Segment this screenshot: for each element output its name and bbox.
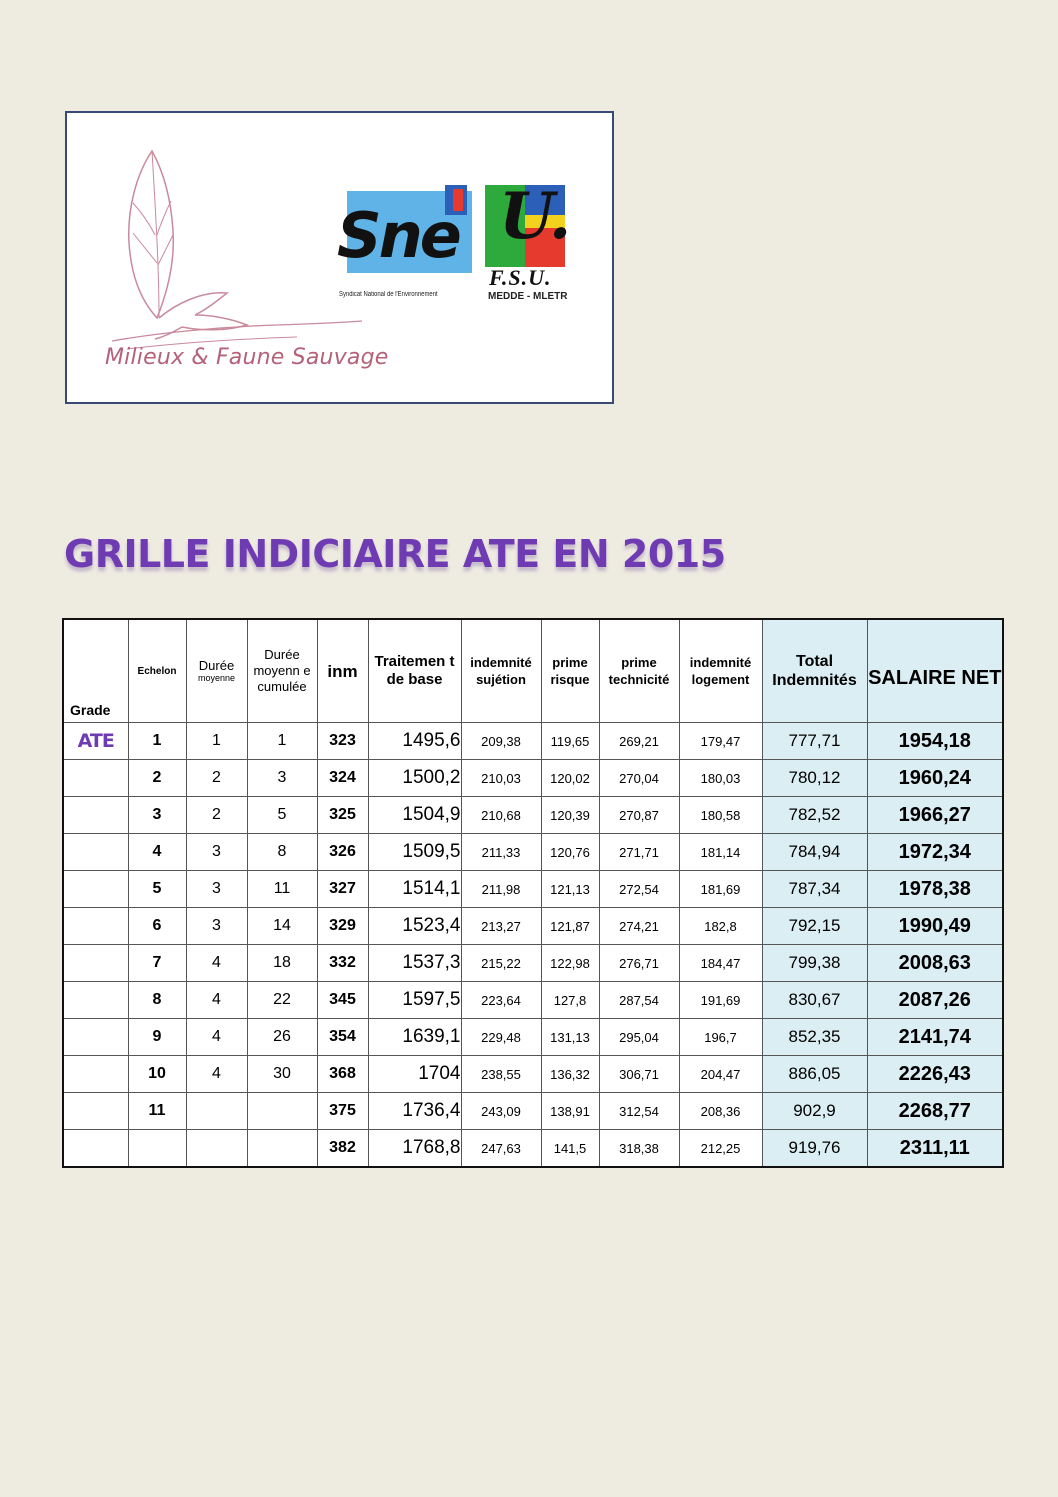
cell-ind-sujetion: 210,03 — [461, 760, 541, 797]
cell-prime-technicite: 274,21 — [599, 908, 679, 945]
cell-grade — [63, 908, 128, 945]
cell-prime-risque: 120,02 — [541, 760, 599, 797]
table-row — [63, 871, 1003, 908]
cell-duree — [186, 1093, 247, 1130]
cell-grade — [63, 797, 128, 834]
cell-ind-sujetion: 229,48 — [461, 1019, 541, 1056]
header-prime-risque: prime risque — [541, 619, 599, 723]
cell-ind-sujetion: 223,64 — [461, 982, 541, 1019]
cell-echelon: 9 — [128, 1019, 186, 1056]
cell-total: 919,76 — [762, 1130, 867, 1168]
cell-echelon — [128, 1130, 186, 1168]
cell-prime-technicite: 270,87 — [599, 797, 679, 834]
cell-prime-risque: 122,98 — [541, 945, 599, 982]
cell-total: 792,15 — [762, 908, 867, 945]
cell-prime-risque: 138,91 — [541, 1093, 599, 1130]
cell-traitement: 1768,8 — [368, 1130, 461, 1168]
cell-ind-logement: 180,58 — [679, 797, 762, 834]
cell-echelon: 5 — [128, 871, 186, 908]
cell-grade — [63, 1130, 128, 1168]
cell-salaire-net: 2087,26 — [867, 982, 1003, 1019]
cell-traitement: 1537,3 — [368, 945, 461, 982]
cell-duree-cumulee: 8 — [247, 834, 317, 871]
cell-prime-technicite: 295,04 — [599, 1019, 679, 1056]
table-row — [63, 1019, 1003, 1056]
cell-grade — [63, 982, 128, 1019]
header-duree-label: Durée — [198, 657, 235, 673]
cell-duree: 3 — [186, 834, 247, 871]
cell-inm: 326 — [317, 834, 368, 871]
table-row — [63, 723, 1003, 760]
cell-ind-logement: 208,36 — [679, 1093, 762, 1130]
cell-echelon: 4 — [128, 834, 186, 871]
cell-traitement: 1495,6 — [368, 723, 461, 760]
cell-prime-risque: 121,13 — [541, 871, 599, 908]
cell-grade — [63, 834, 128, 871]
cell-duree: 4 — [186, 945, 247, 982]
cell-ind-sujetion: 215,22 — [461, 945, 541, 982]
cell-traitement: 1514,1 — [368, 871, 461, 908]
cell-duree: 3 — [186, 908, 247, 945]
cell-salaire-net: 1954,18 — [867, 723, 1003, 760]
logo-box — [65, 111, 614, 404]
cell-inm: 323 — [317, 723, 368, 760]
cell-ind-sujetion: 247,63 — [461, 1130, 541, 1168]
cell-ind-logement: 179,47 — [679, 723, 762, 760]
header-salaire-net: SALAIRE NET — [867, 619, 1003, 723]
cell-salaire-net: 1990,49 — [867, 908, 1003, 945]
header-inm: inm — [317, 619, 368, 723]
cell-salaire-net: 1972,34 — [867, 834, 1003, 871]
cell-ind-sujetion: 211,33 — [461, 834, 541, 871]
cell-duree: 1 — [186, 723, 247, 760]
cell-prime-technicite: 271,71 — [599, 834, 679, 871]
cell-traitement: 1704 — [368, 1056, 461, 1093]
cell-salaire-net: 1978,38 — [867, 871, 1003, 908]
cell-duree-cumulee: 1 — [247, 723, 317, 760]
table-row — [63, 1130, 1003, 1168]
cell-prime-technicite: 306,71 — [599, 1056, 679, 1093]
cell-ind-logement: 182,8 — [679, 908, 762, 945]
cell-total: 799,38 — [762, 945, 867, 982]
cell-total: 784,94 — [762, 834, 867, 871]
cell-echelon: 6 — [128, 908, 186, 945]
table-row — [63, 1093, 1003, 1130]
table-row — [63, 982, 1003, 1019]
cell-ind-logement: 191,69 — [679, 982, 762, 1019]
cell-echelon: 1 — [128, 723, 186, 760]
cell-inm: 345 — [317, 982, 368, 1019]
cell-total: 787,34 — [762, 871, 867, 908]
cell-duree-cumulee: 11 — [247, 871, 317, 908]
cell-prime-risque: 119,65 — [541, 723, 599, 760]
table-row — [63, 945, 1003, 982]
cell-grade — [63, 760, 128, 797]
cell-prime-technicite: 287,54 — [599, 982, 679, 1019]
cell-inm: 354 — [317, 1019, 368, 1056]
cell-salaire-net: 2268,77 — [867, 1093, 1003, 1130]
cell-traitement: 1500,2 — [368, 760, 461, 797]
cell-prime-risque: 136,32 — [541, 1056, 599, 1093]
page-title: GRILLE INDICIAIRE ATE EN 2015 — [64, 532, 726, 576]
cell-prime-risque: 121,87 — [541, 908, 599, 945]
cell-prime-risque: 120,39 — [541, 797, 599, 834]
cell-duree: 4 — [186, 1019, 247, 1056]
sne-tagline: Syndicat National de l'Environnement — [339, 291, 438, 298]
header-duree-sub: moyenne — [197, 672, 236, 683]
cell-duree-cumulee — [247, 1130, 317, 1168]
cell-ind-sujetion: 213,27 — [461, 908, 541, 945]
cell-prime-technicite: 312,54 — [599, 1093, 679, 1130]
cell-ind-logement: 180,03 — [679, 760, 762, 797]
cell-prime-technicite: 276,71 — [599, 945, 679, 982]
u-logo-text: U. — [499, 179, 572, 254]
cell-ind-logement: 181,69 — [679, 871, 762, 908]
cell-total: 852,35 — [762, 1019, 867, 1056]
fsu-text: F.S.U. — [489, 265, 552, 290]
cell-ind-sujetion: 209,38 — [461, 723, 541, 760]
cell-ind-sujetion: 210,68 — [461, 797, 541, 834]
cell-prime-risque: 127,8 — [541, 982, 599, 1019]
cell-grade — [63, 1056, 128, 1093]
cell-duree: 2 — [186, 797, 247, 834]
cell-inm: 327 — [317, 871, 368, 908]
cell-echelon: 7 — [128, 945, 186, 982]
cell-duree-cumulee: 18 — [247, 945, 317, 982]
cell-salaire-net: 2311,11 — [867, 1130, 1003, 1168]
cell-total: 886,05 — [762, 1056, 867, 1093]
cell-duree-cumulee: 3 — [247, 760, 317, 797]
cell-grade — [63, 1019, 128, 1056]
cell-inm: 375 — [317, 1093, 368, 1130]
cell-echelon: 10 — [128, 1056, 186, 1093]
cell-duree-cumulee: 30 — [247, 1056, 317, 1093]
cell-grade: ATE — [63, 723, 128, 760]
cell-ind-logement: 204,47 — [679, 1056, 762, 1093]
cell-prime-technicite: 318,38 — [599, 1130, 679, 1168]
cell-ind-sujetion: 211,98 — [461, 871, 541, 908]
cell-prime-risque: 141,5 — [541, 1130, 599, 1168]
header-traitement: Traitemen t de base — [368, 619, 461, 723]
cell-duree: 3 — [186, 871, 247, 908]
cell-duree-cumulee: 14 — [247, 908, 317, 945]
header-duree-cumulee: Durée moyenn e cumulée — [247, 619, 317, 723]
table-row — [63, 908, 1003, 945]
cell-echelon: 8 — [128, 982, 186, 1019]
table-header-row — [63, 619, 1003, 723]
header-ind-sujetion: indemnité sujétion — [461, 619, 541, 723]
cell-inm: 329 — [317, 908, 368, 945]
cell-total: 777,71 — [762, 723, 867, 760]
cell-inm: 325 — [317, 797, 368, 834]
header-echelon: Echelon — [128, 619, 186, 723]
cell-inm: 332 — [317, 945, 368, 982]
table-row — [63, 1056, 1003, 1093]
cell-traitement: 1736,4 — [368, 1093, 461, 1130]
cell-ind-sujetion: 243,09 — [461, 1093, 541, 1130]
cell-prime-risque: 120,76 — [541, 834, 599, 871]
header-ind-logement: indemnité logement — [679, 619, 762, 723]
cell-total: 780,12 — [762, 760, 867, 797]
cell-traitement: 1504,9 — [368, 797, 461, 834]
header-prime-technicite: prime technicité — [599, 619, 679, 723]
header-duree — [186, 619, 247, 723]
cell-total: 830,67 — [762, 982, 867, 1019]
cell-echelon: 11 — [128, 1093, 186, 1130]
table-row — [63, 834, 1003, 871]
cell-duree: 4 — [186, 1056, 247, 1093]
cell-inm: 382 — [317, 1130, 368, 1168]
cell-total: 782,52 — [762, 797, 867, 834]
cell-salaire-net: 1966,27 — [867, 797, 1003, 834]
cell-prime-risque: 131,13 — [541, 1019, 599, 1056]
cell-salaire-net: 2226,43 — [867, 1056, 1003, 1093]
cell-prime-technicite: 272,54 — [599, 871, 679, 908]
mfs-caption: Milieux & Faune Sauvage — [105, 345, 389, 370]
cell-prime-technicite: 269,21 — [599, 723, 679, 760]
cell-ind-sujetion: 238,55 — [461, 1056, 541, 1093]
cell-grade — [63, 945, 128, 982]
cell-prime-technicite: 270,04 — [599, 760, 679, 797]
cell-traitement: 1509,5 — [368, 834, 461, 871]
cell-grade — [63, 871, 128, 908]
sne-logo-text: Sne — [337, 199, 459, 272]
table-row — [63, 797, 1003, 834]
medde-text: MEDDE - MLETR — [488, 291, 568, 302]
cell-inm: 324 — [317, 760, 368, 797]
cell-ind-logement: 196,7 — [679, 1019, 762, 1056]
cell-duree: 2 — [186, 760, 247, 797]
cell-salaire-net: 2008,63 — [867, 945, 1003, 982]
cell-ind-logement: 212,25 — [679, 1130, 762, 1168]
cell-duree-cumulee: 22 — [247, 982, 317, 1019]
cell-duree — [186, 1130, 247, 1168]
cell-inm: 368 — [317, 1056, 368, 1093]
cell-grade — [63, 1093, 128, 1130]
cell-traitement: 1597,5 — [368, 982, 461, 1019]
cell-echelon: 3 — [128, 797, 186, 834]
cell-ind-logement: 184,47 — [679, 945, 762, 982]
cell-duree-cumulee: 5 — [247, 797, 317, 834]
cell-traitement: 1639,1 — [368, 1019, 461, 1056]
cell-salaire-net: 1960,24 — [867, 760, 1003, 797]
salary-grid-table — [62, 618, 1004, 1168]
cell-total: 902,9 — [762, 1093, 867, 1130]
header-total: Total Indemnités — [762, 619, 867, 723]
cell-duree-cumulee: 26 — [247, 1019, 317, 1056]
cell-traitement: 1523,4 — [368, 908, 461, 945]
cell-echelon: 2 — [128, 760, 186, 797]
header-grade: Grade — [63, 619, 128, 723]
cell-salaire-net: 2141,74 — [867, 1019, 1003, 1056]
cell-duree-cumulee — [247, 1093, 317, 1130]
cell-duree: 4 — [186, 982, 247, 1019]
cell-ind-logement: 181,14 — [679, 834, 762, 871]
table-row — [63, 760, 1003, 797]
